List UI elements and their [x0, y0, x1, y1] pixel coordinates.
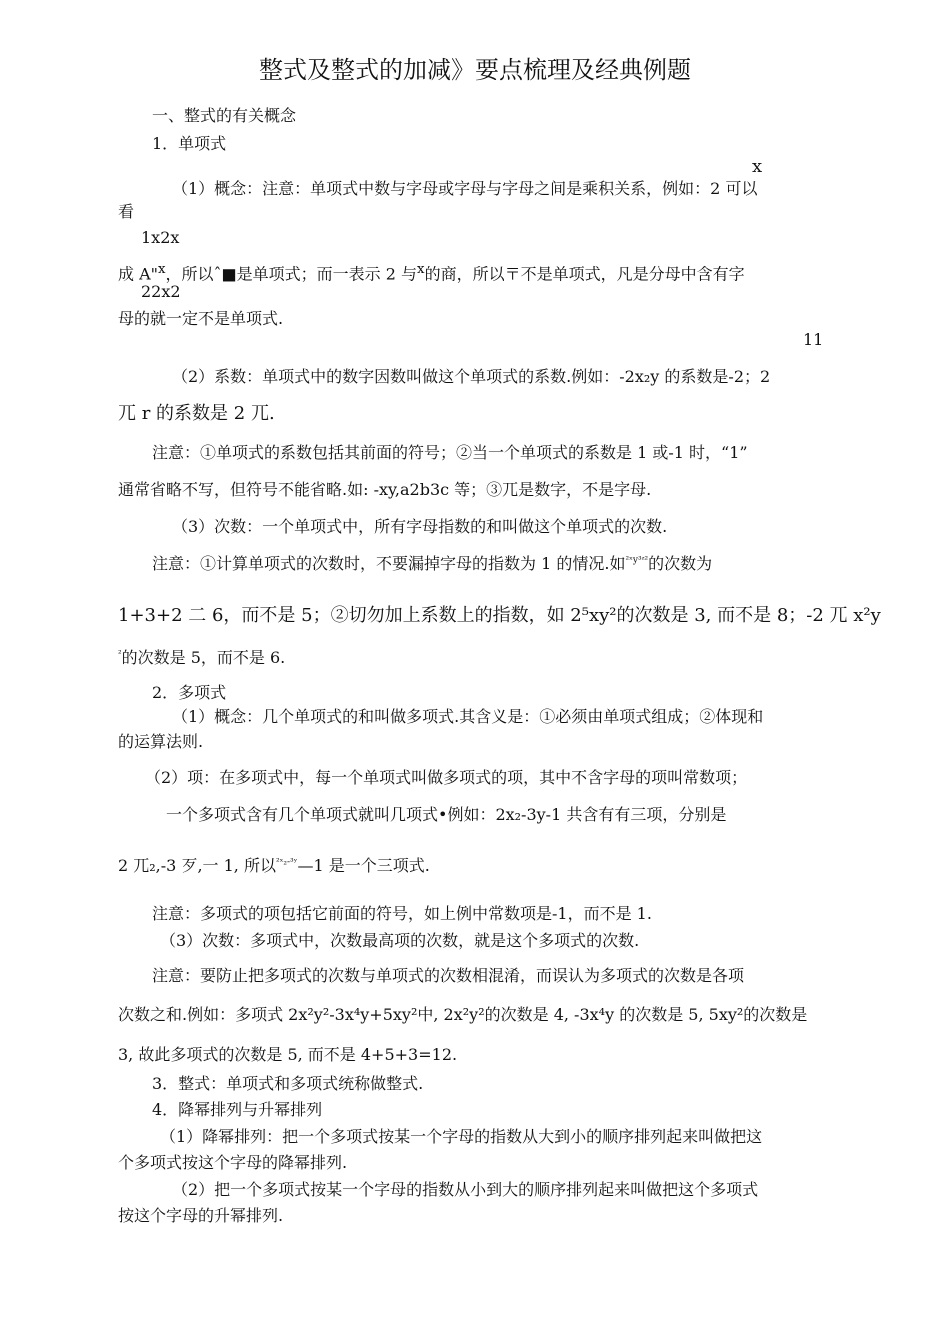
- superscript: ²ˣ₂-³ʸ: [275, 857, 298, 868]
- subsection-heading: 3．整式：单项式和多项式统称做整式.: [152, 1074, 424, 1093]
- formula-fragment: 22x2: [141, 282, 181, 301]
- paragraph-line: 次数之和.例如：多项式 2x²y²-3x⁴y+5xy²中, 2x²y²的次数是 4, -3x⁴y 的次数是 5, 5xy²的次数是: [118, 1005, 808, 1024]
- paragraph-line: （1）概念：注意：单项式中数与字母或字母与字母之间是乘积关系，例如：2 可以: [172, 179, 758, 198]
- subsection-heading: 1．单项式: [152, 134, 227, 153]
- paragraph-line: [118, 262, 745, 284]
- formula-fragment: 11: [803, 330, 824, 349]
- paragraph-line: [118, 856, 430, 875]
- text-fragment: 注意：①计算单项式的次数时，不要漏掉字母的指数为 1 的情况.如: [152, 554, 626, 573]
- text-fragment: 的次数是 5，而不是 6.: [121, 648, 286, 667]
- superscript: x: [158, 262, 166, 277]
- superscript: x: [417, 262, 425, 277]
- text-fragment: 2 兀₂,-3 歹,一 1, 所以: [118, 856, 276, 875]
- paragraph-line: （2）项：在多项式中，每一个单项式叫做多项式的项，其中不含字母的项叫常数项；: [145, 768, 748, 787]
- paragraph-line: 个多项式按这个字母的降幂排列.: [118, 1153, 348, 1172]
- paragraph-line: 1+3+2 二 6，而不是 5；②切勿加上系数上的指数，如 2⁵xy²的次数是 3, 而不是 8；-2 兀 x²y: [118, 605, 881, 626]
- paragraph-line: 按这个字母的升幂排列.: [118, 1206, 284, 1225]
- paragraph-line: 通常省略不写，但符号不能省略.如: -xy,a2b3c 等；③兀是数字，不是字母.: [118, 480, 652, 499]
- superscript: ²: [118, 649, 122, 660]
- paragraph-line: 注意：①单项式的系数包括其前面的符号；②当一个单项式的系数是 1 或-1 时，“1”: [152, 443, 748, 462]
- paragraph-line: 的运算法则.: [118, 732, 204, 751]
- paragraph-line: （2）系数：单项式中的数字因数叫做这个单项式的系数.例如：-2x₂y 的系数是-2；2: [172, 367, 771, 386]
- section-heading: 一、整式的有关概念: [152, 106, 297, 125]
- formula-fragment: 1x2x: [141, 228, 180, 247]
- text-fragment: 的次数为: [648, 554, 713, 573]
- text-fragment: ，所以ˆ■是单项式；而一表示 2 与: [165, 264, 418, 284]
- paragraph-line: 母的就一定不是单项式.: [118, 309, 284, 328]
- paragraph-line: 兀 r 的系数是 2 兀.: [118, 403, 275, 424]
- formula-fragment: x: [752, 156, 763, 177]
- subsection-heading: 2．多项式: [152, 683, 227, 702]
- paragraph-line: 3, 故此多项式的次数是 5, 而不是 4+5+3=12.: [118, 1045, 458, 1064]
- text-fragment: 成 A": [118, 264, 159, 284]
- paragraph-line: （3）次数：多项式中，次数最高项的次数，就是这个多项式的次数.: [160, 931, 640, 950]
- paragraph-line: 注意：多项式的项包括它前面的符号，如上例中常数项是-1，而不是 1.: [152, 904, 652, 923]
- text-fragment: 的商，所以〒不是单项式，凡是分母中含有字: [424, 264, 745, 284]
- text-fragment: —1 是一个三项式.: [297, 856, 430, 875]
- paragraph-line: [118, 648, 285, 667]
- paragraph-line: （3）次数：一个单项式中，所有字母指数的和叫做这个单项式的次数.: [172, 517, 668, 536]
- paragraph-line: 一个多项式含有几个单项式就叫几项式•例如：2x₂-3y-1 共含有有三项，分别是: [166, 805, 727, 824]
- paragraph-line: [152, 554, 712, 573]
- paragraph-line: （1）概念：几个单项式的和叫做多项式.其含义是：①必须由单项式组成；②体现和: [172, 707, 764, 726]
- subsection-heading: 4．降幂排列与升幂排列: [152, 1100, 323, 1119]
- paragraph-line: （2）把一个多项式按某一个字母的指数从小到大的顺序排列起来叫做把这个多项式: [172, 1180, 759, 1199]
- paragraph-line: 看: [118, 202, 135, 221]
- paragraph-line: （1）降幂排列：把一个多项式按某一个字母的指数从大到小的顺序排列起来叫做把这: [160, 1127, 763, 1146]
- paragraph-line: 注意：要防止把多项式的次数与单项式的次数相混淆，而误认为多项式的次数是各项: [152, 966, 745, 985]
- superscript: ²ˣy³ᶻ²: [625, 555, 649, 566]
- document-title: 整式及整式的加减》要点梳理及经典例题: [259, 56, 691, 84]
